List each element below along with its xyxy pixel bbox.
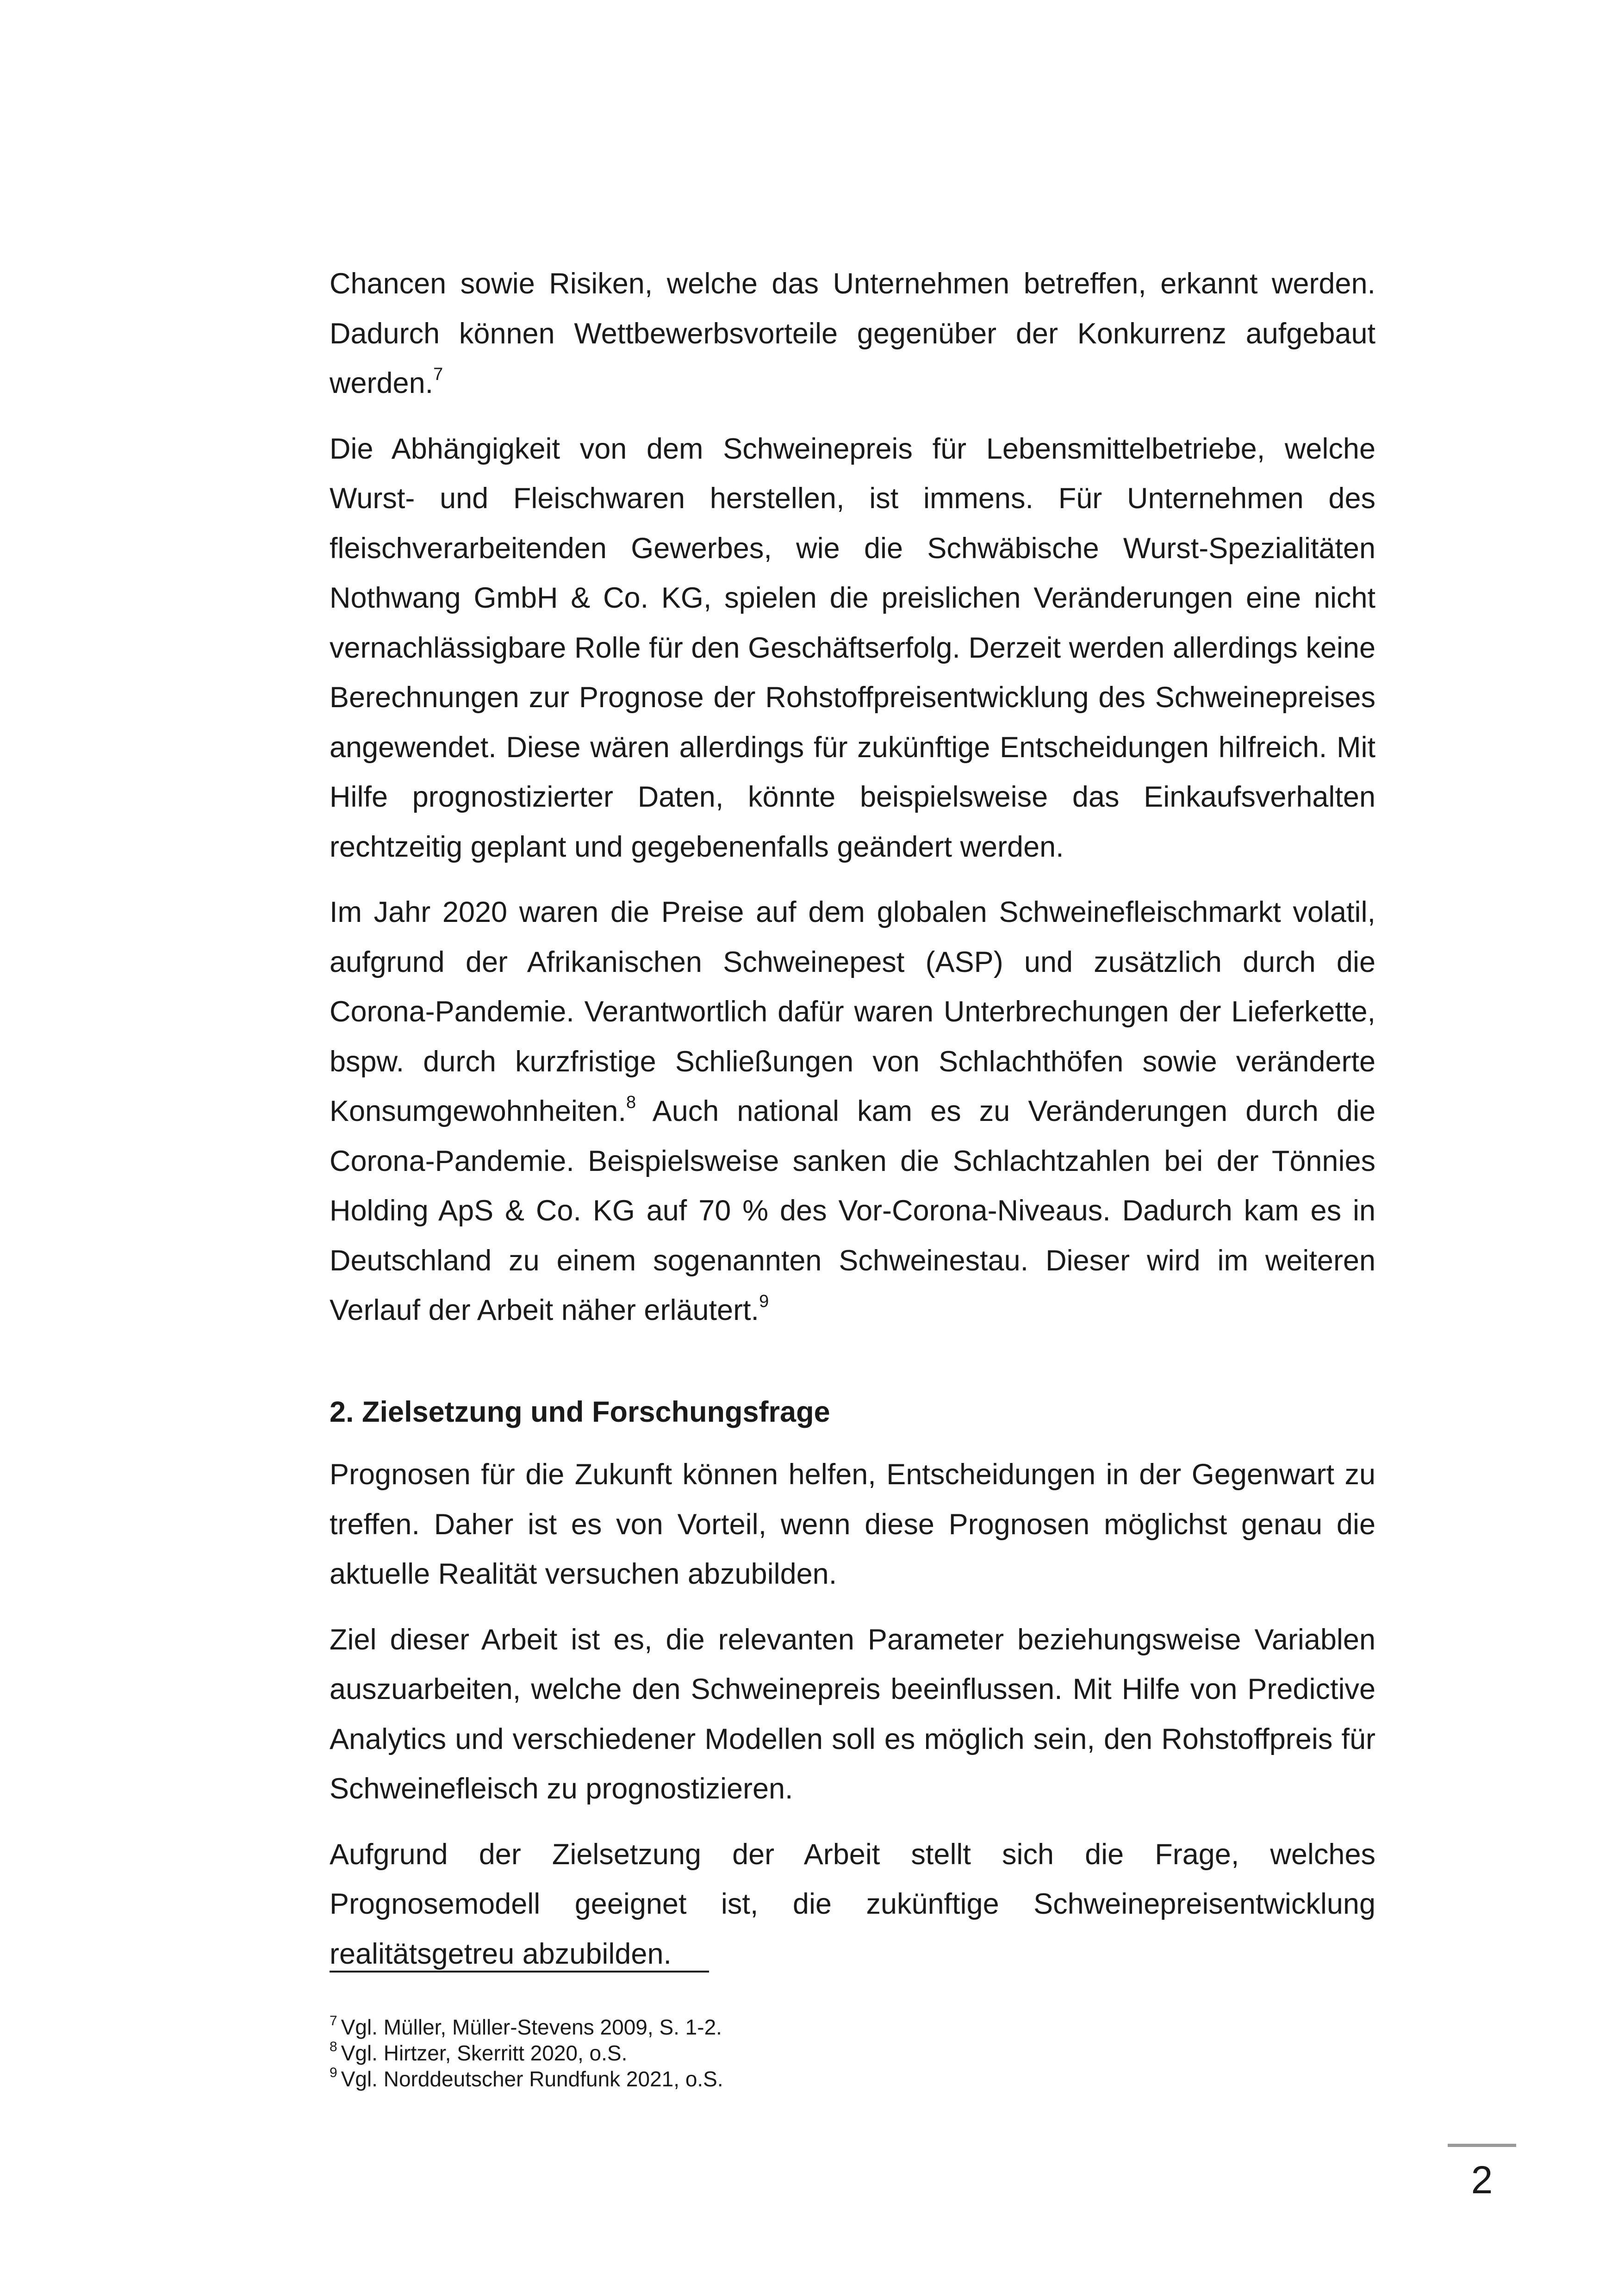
footnote-number: 8 xyxy=(330,2039,337,2054)
paragraph-text: Prognosen für die Zukunft können helfen, Entscheidungen in der Gegenwart zu treffen. Daher ist es von Vorteil, wenn diese Prognosen möglichst genau die aktuelle Realität versuchen abzubilden. xyxy=(330,1458,1375,1590)
paragraph xyxy=(330,259,1375,409)
footnotes xyxy=(330,2014,1375,2092)
footnote-reference[interactable]: 7 xyxy=(433,365,443,384)
footnote-item xyxy=(330,2040,1375,2066)
footnote-number: 7 xyxy=(330,2013,337,2028)
paragraph xyxy=(330,1830,1375,1979)
footnote-text: Vgl. Norddeutscher Rundfunk 2021, o.S. xyxy=(341,2067,723,2091)
footnote-number: 9 xyxy=(330,2065,337,2080)
page-number: 2 xyxy=(1471,2158,1493,2202)
footnote-reference[interactable]: 9 xyxy=(759,1292,769,1311)
paragraph xyxy=(330,424,1375,872)
paragraph-text: Chancen sowie Risiken, welche das Unternehmen betreffen, erkannt werden. Dadurch können Wettbewerbsvorteile gegenüber der Konkurrenz aufgebaut werden. xyxy=(330,268,1375,399)
paragraph-text: Auch national kam es zu Veränderungen durch die Corona-Pandemie. Beispielsweise sanken die Schlachtzahlen bei der Tönnies Holding ApS & Co. KG auf 70 % des Vor-Corona-Niveaus. Dadurch kam es in Deutschland zu einem sogenannten Schweinestau. Dieser wird im weiteren Verlauf der Arbeit näher erläutert. xyxy=(330,1095,1375,1326)
footnote-text: Vgl. Hirtzer, Skerritt 2020, o.S. xyxy=(341,2041,628,2065)
paragraph-text: Im Jahr 2020 waren die Preise auf dem globalen Schweinefleischmarkt volatil, aufgrund der Afrikanischen Schweinepest (ASP) und zusätzlich durch die Corona-Pandemie. Verantwortlich dafür waren Unterbrechungen der Lieferkette, bspw. durch kurzfristige Schließungen von Schlachthöfen sowie veränderte Konsumgewohnheiten. xyxy=(330,896,1375,1127)
paragraph-text: Die Abhängigkeit von dem Schweinepreis für Lebensmittelbetriebe, welche Wurst- und Fleischwaren herstellen, ist immens. Für Unternehmen des fleischverarbeitenden Gewerbes, wie die Schwäbische Wurst-Spezialitäten Nothwang GmbH & Co. KG, spielen die preislichen Veränderungen eine nicht vernachlässigbare Rolle für den Geschäftserfolg. Derzeit werden allerdings keine Berechnungen zur Prognose der Rohstoffpreisentwicklung des Schweinepreises angewendet. Diese wären allerdings für zukünftige Entscheidungen hilfreich. Mit Hilfe prognostizierter Daten, könnte beispielsweise das Einkaufsverhalten rechtzeitig geplant und gegebenenfalls geändert werden. xyxy=(330,432,1375,863)
footnote-item xyxy=(330,2014,1375,2040)
section-heading: 2. Zielsetzung und Forschungsfrage xyxy=(330,1395,830,1428)
footnote-reference[interactable]: 8 xyxy=(626,1093,636,1112)
footnote-separator xyxy=(330,1971,709,1972)
paragraph xyxy=(330,1450,1375,1599)
footnote-item xyxy=(330,2066,1375,2092)
footnote-text: Vgl. Müller, Müller-Stevens 2009, S. 1-2. xyxy=(341,2015,722,2039)
body-text xyxy=(330,259,1375,1995)
paragraph-text: Ziel dieser Arbeit ist es, die relevanten Parameter beziehungsweise Variablen auszuarbeiten, welche den Schweinepreis beeinflussen. Mit Hilfe von Predictive Analytics und verschiedener Modellen soll es möglich sein, den Rohstoffpreis für Schweinefleisch zu prognostizieren. xyxy=(330,1623,1375,1805)
page-number-rule xyxy=(1448,2144,1516,2147)
paragraph-text: Aufgrund der Zielsetzung der Arbeit stellt sich die Frage, welches Prognosemodell geeignet ist, die zukünftige Schweinepreisentwicklung realitätsgetreu abzubilden. xyxy=(330,1838,1375,1970)
paragraph xyxy=(330,1615,1375,1814)
paragraph xyxy=(330,888,1375,1336)
